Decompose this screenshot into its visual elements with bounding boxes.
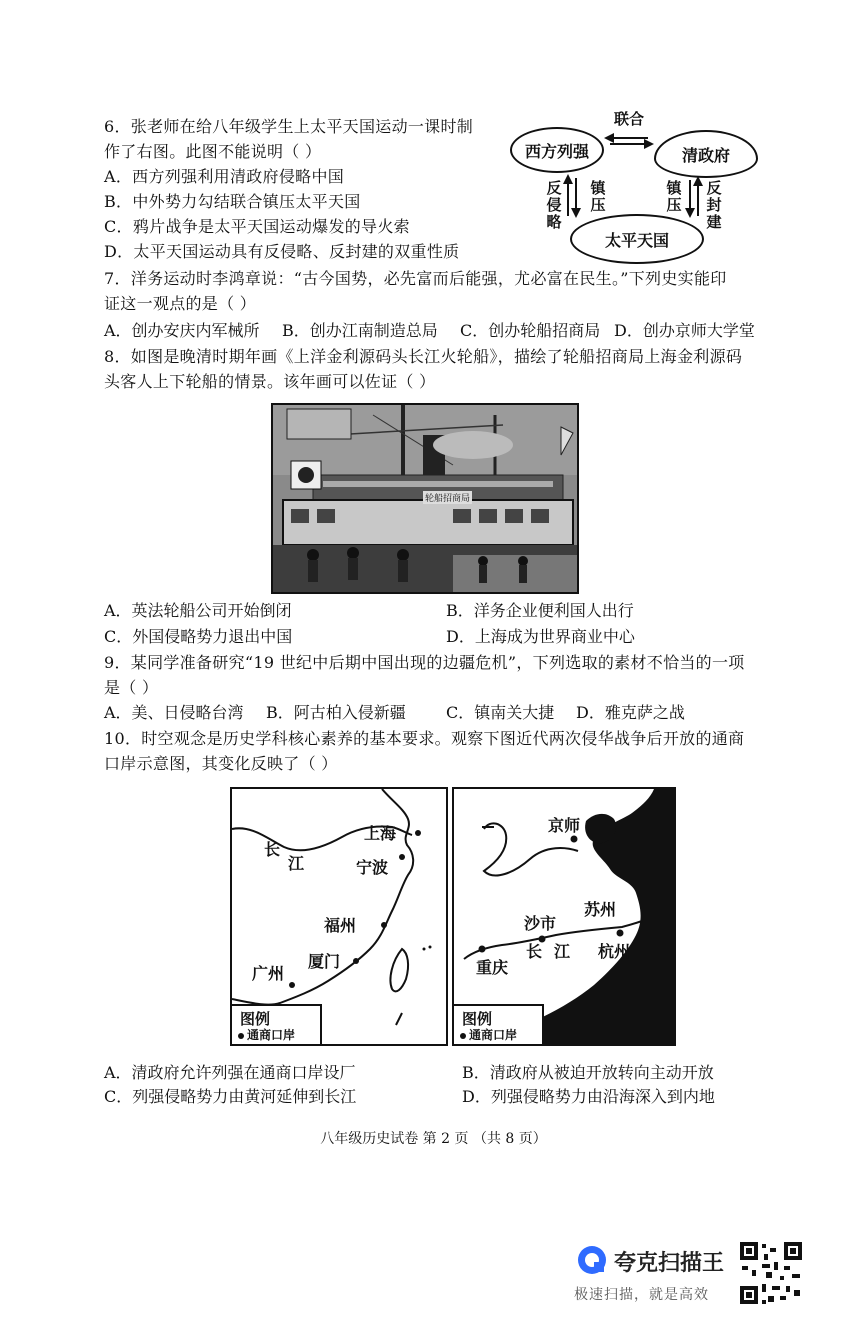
q8-option-c: C．外国侵略势力退出中国 [104, 627, 293, 646]
q10-option-b: B．清政府从被迫开放转向主动开放 [462, 1063, 714, 1082]
map2-legend-item [460, 1026, 517, 1043]
q8-option-a: A．英法轮船公司开始倒闭 [104, 601, 292, 620]
q6-option-a: A．西方列强利用清政府侵略中国 [104, 167, 345, 186]
q10-option-a: A．清政府允许列强在通商口岸设厂 [104, 1063, 356, 1082]
q8-option-d: D．上海成为世界商业中心 [446, 627, 635, 646]
diagram-right-down-label: 镇压 [666, 179, 682, 214]
q10-option-c: C．列强侵略势力由黄河延伸到长江 [104, 1087, 357, 1106]
q9-option-c: C．镇南关大捷 [446, 703, 555, 722]
q7-stem-line1: 7．洋务运动时李鸿章说：“古今国势，必先富而后能强，尤必富在民生。”下列史实能印 [104, 269, 727, 288]
q7-option-d: D．创办京师大学堂 [614, 321, 755, 340]
q9-stem-line2: 是（ ） [104, 678, 159, 697]
q6-option-c: C．鸦片战争是太平天国运动爆发的导火索 [104, 217, 410, 236]
diagram-unite-label: 联合 [614, 110, 645, 128]
port-dot-icon [238, 1033, 244, 1039]
map1-label-chang: 长 [264, 840, 281, 859]
map1-legend [232, 1004, 322, 1044]
q6-stem-line1: 6．张老师在给八年级学生上太平天国运动一课时制 [104, 117, 474, 136]
q6-option-b: B．中外势力勾结联合镇压太平天国 [104, 192, 361, 211]
map1-legend-item [238, 1026, 295, 1043]
q7-option-b: B．创办江南制造总局 [282, 321, 438, 340]
diagram-taiping: 太平天国 [570, 214, 704, 264]
diagram-left-up-label: 反侵略 [546, 179, 562, 231]
q8-stem-line2: 头客人上下轮船的情景。该年画可以佐证（ ） [104, 372, 436, 391]
map2-legend-title: 图例 [462, 1010, 493, 1028]
map1-label-guangzhou: 广州 [252, 964, 285, 983]
map2-legend-text: 通商口岸 [469, 1028, 518, 1042]
q9-option-a: A．美、日侵略台湾 [104, 703, 244, 722]
q6-option-d: D．太平天国运动具有反侵略、反封建的双重性质 [104, 242, 460, 261]
port-dot-icon [460, 1033, 466, 1039]
steamship-painting [271, 403, 579, 594]
map2-label-jiang: 江 [554, 942, 571, 961]
scanner-logo-icon [576, 1244, 608, 1276]
map-treaty-ports-second [452, 787, 676, 1046]
map1-legend-text: 通商口岸 [247, 1028, 296, 1042]
q10-option-d: D．列强侵略势力由沿海深入到内地 [462, 1087, 715, 1106]
q10-stem-line1: 10．时空观念是历史学科核心素养的基本要求。观察下图近代两次侵华战争后开放的通商 [104, 729, 745, 748]
map2-label-suzhou: 苏州 [584, 900, 617, 919]
map-treaty-ports-first [230, 787, 448, 1046]
map1-label-fuzhou: 福州 [324, 916, 357, 935]
map1-label-ningbo: 宁波 [356, 858, 389, 877]
q9-option-d: D．雅克萨之战 [576, 703, 685, 722]
map2-legend [454, 1004, 544, 1044]
map2-label-shashi: 沙市 [524, 914, 557, 933]
q9-option-b: B．阿古柏入侵新疆 [266, 703, 406, 722]
map2-label-hangzhou: 杭州 [598, 942, 631, 961]
map2-label-chang: 长 [526, 942, 543, 961]
q7-stem-line2: 证这一观点的是（ ） [104, 294, 257, 313]
q10-stem-line2: 口岸示意图，其变化反映了（ ） [104, 754, 338, 773]
painting-ship-sign: 轮船招商局 [423, 491, 472, 504]
q7-option-a: A．创办安庆内军械所 [104, 321, 260, 340]
diagram-qing-government: 清政府 [654, 130, 758, 178]
q9-stem-line1: 9．某同学准备研究“19 世纪中后期中国出现的边疆危机”，下列选取的素材不恰当的一项 [104, 653, 745, 672]
map2-label-chongqing: 重庆 [476, 958, 509, 977]
diagram-left-down-label: 镇压 [590, 179, 606, 214]
q8-option-b: B．洋务企业便利国人出行 [446, 601, 634, 620]
map1-label-xiamen: 厦门 [308, 952, 341, 971]
map1-legend-title: 图例 [240, 1010, 271, 1028]
map2-label-jingshi: 京师 [548, 816, 581, 835]
map1-label-shanghai: 上海 [364, 824, 397, 843]
q6-stem-line2: 作了右图。此图不能说明（ ） [104, 142, 322, 161]
diagram-west-powers: 西方列强 [510, 127, 604, 173]
q7-option-c: C．创办轮船招商局 [460, 321, 601, 340]
scanner-slogan: 极速扫描，就是高效 [574, 1287, 709, 1303]
qr-code-icon [738, 1240, 804, 1306]
map1-label-jiang: 江 [288, 854, 305, 873]
scanner-app-name: 夸克扫描王 [614, 1251, 725, 1276]
q8-stem-line1: 8．如图是晚清时期年画《上洋金利源码头长江火轮船》，描绘了轮船招商局上海金利源码 [104, 347, 743, 366]
scanner-watermark [570, 1240, 810, 1310]
page-footer: 八年级历史试卷 第 2 页 （共 8 页） [320, 1131, 547, 1147]
diagram-right-up-label: 反封建 [706, 179, 722, 231]
